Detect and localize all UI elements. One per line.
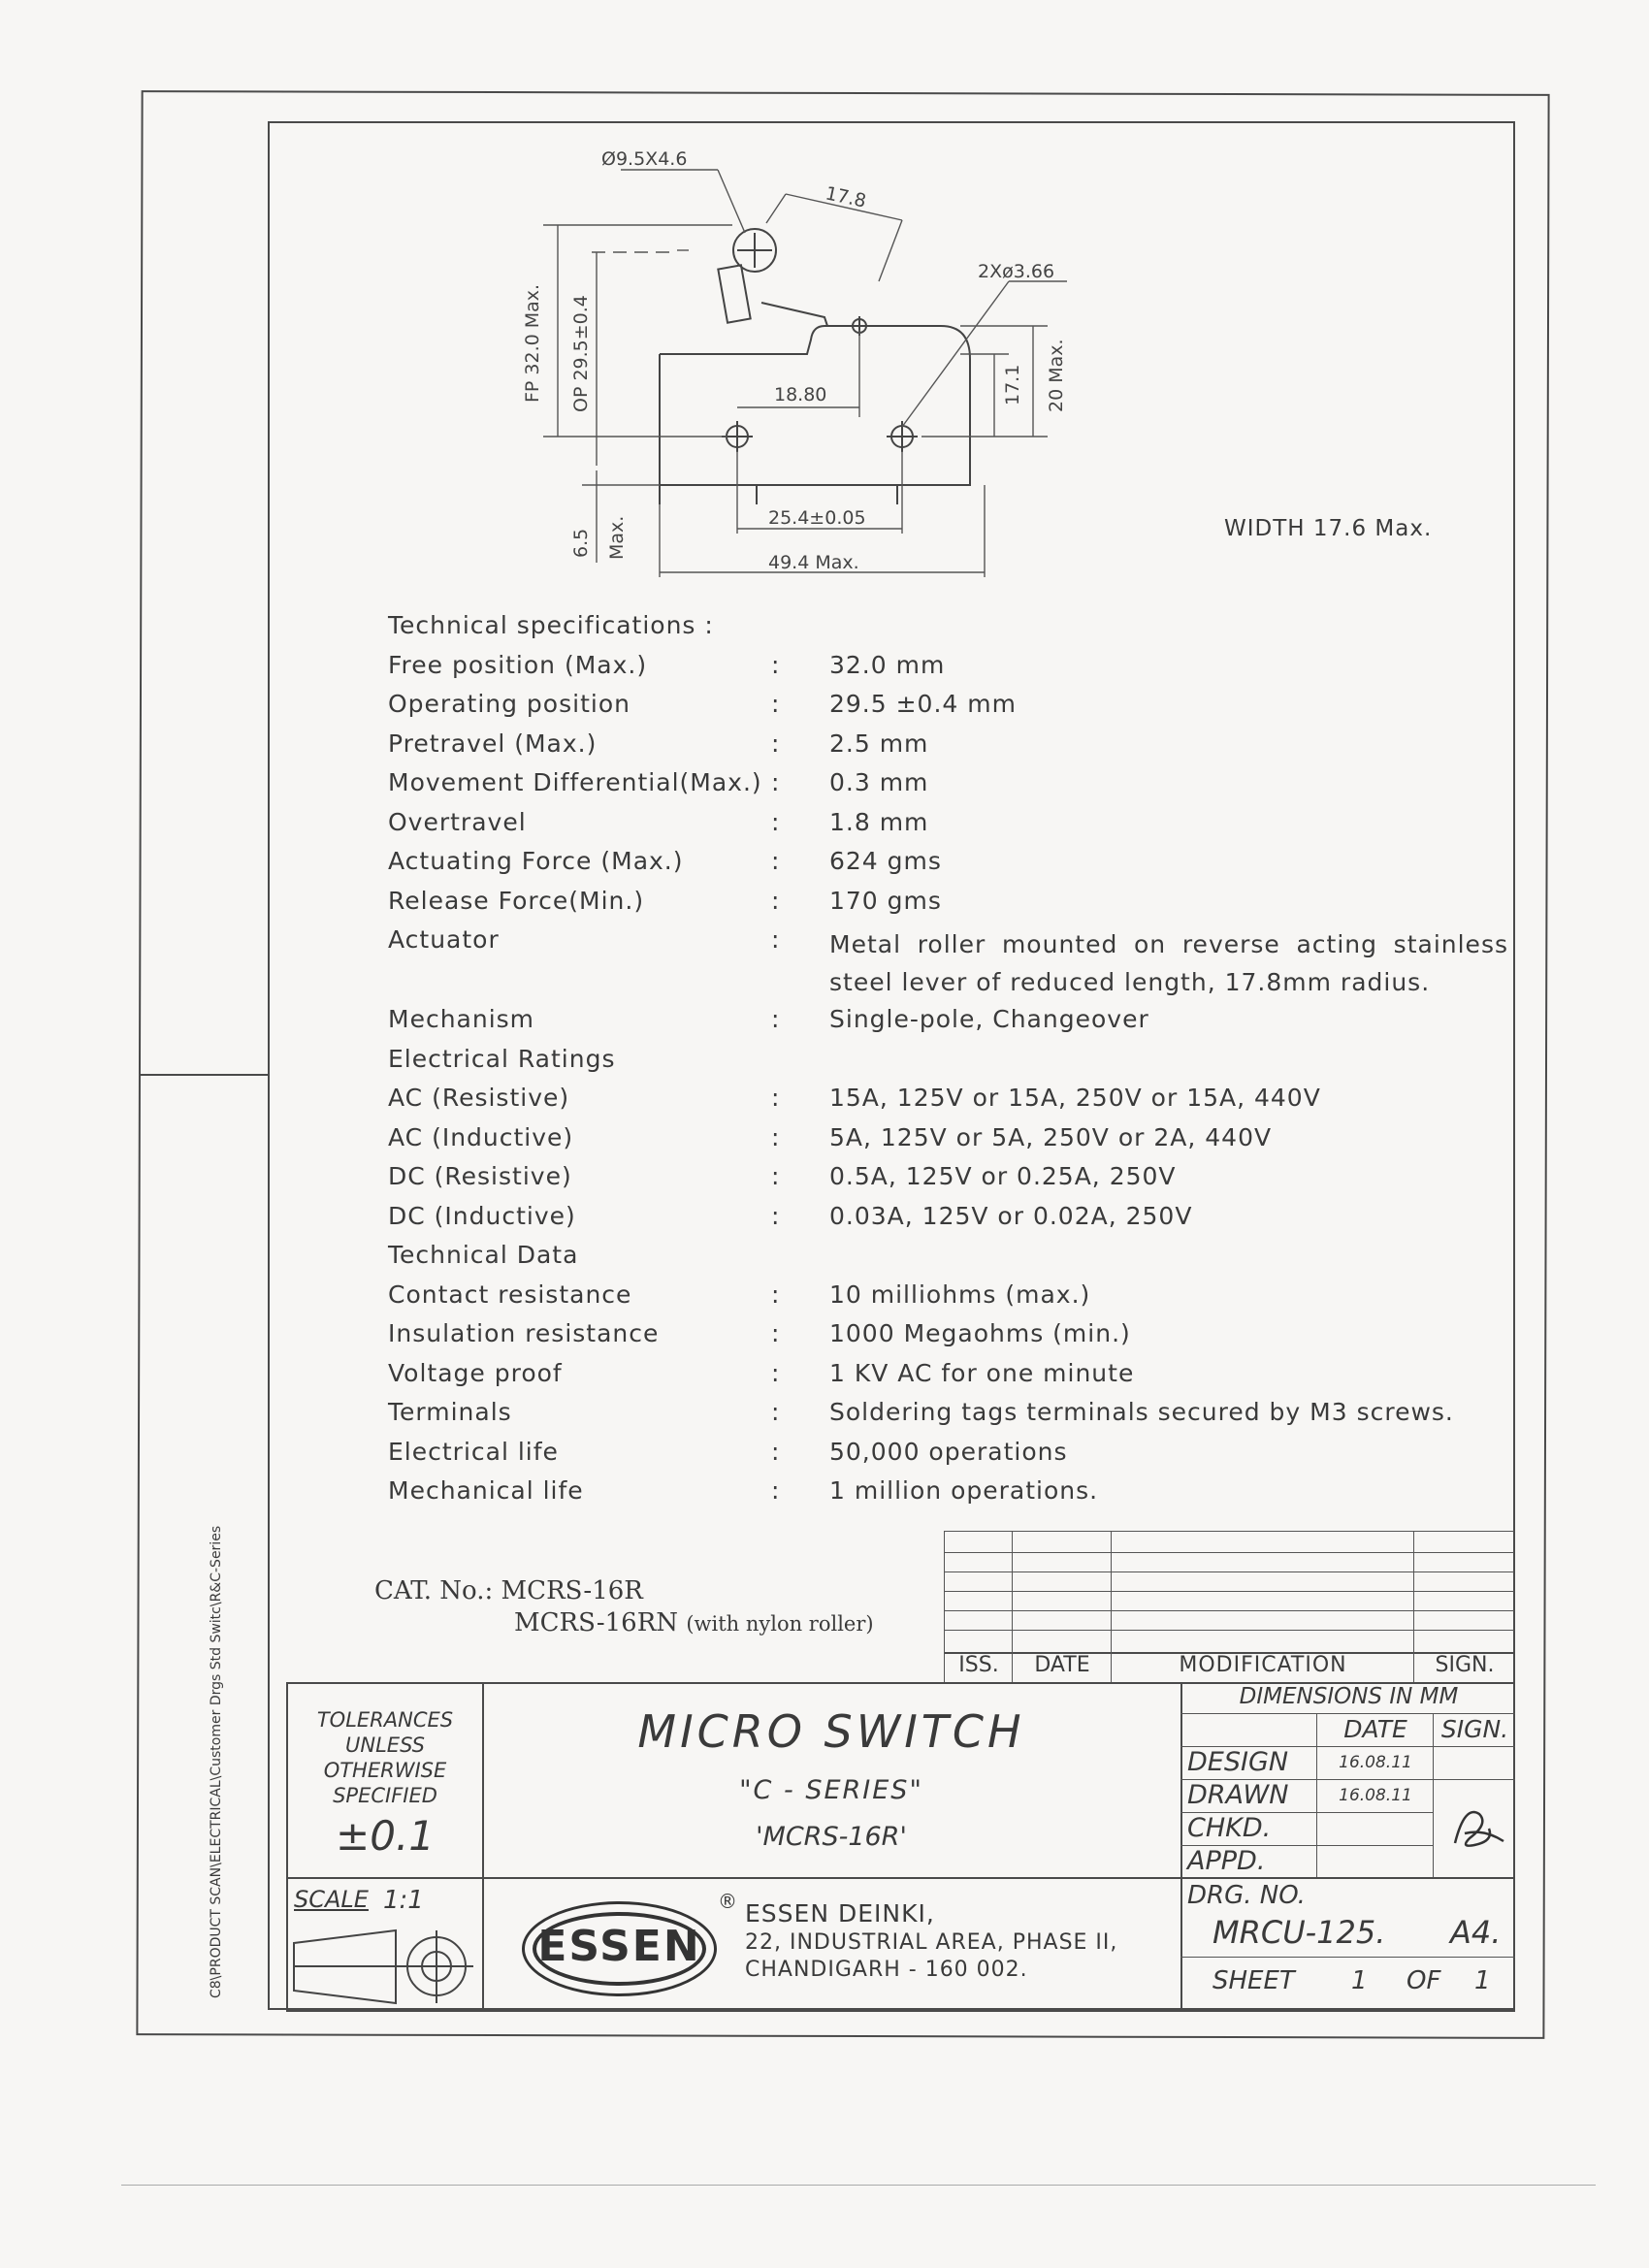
catalog-secondary-line bbox=[514, 1608, 874, 1637]
tolerances-line: SPECIFIED bbox=[333, 1784, 437, 1807]
spec-label: AC (Inductive) bbox=[388, 1122, 574, 1151]
tolerances-line: OTHERWISE bbox=[323, 1759, 447, 1782]
specs-heading-row bbox=[388, 611, 1513, 651]
spec-label: Contact resistance bbox=[388, 1280, 632, 1309]
projection-symbol-icon bbox=[289, 1926, 478, 2008]
spec-label: Movement Differential(Max.) bbox=[388, 768, 762, 796]
spec-colon: : bbox=[771, 807, 781, 836]
width-note: WIDTH 17.6 Max. bbox=[1224, 516, 1433, 541]
catalog-numbers bbox=[374, 1576, 643, 1605]
sheet-total: 1 bbox=[1474, 1966, 1491, 1995]
dim-hole-pitch: 25.4±0.05 bbox=[768, 507, 866, 529]
spec-value: 1 million operations. bbox=[829, 1476, 1099, 1505]
spec-value: 10 milliohms (max.) bbox=[829, 1280, 1091, 1309]
spec-value: 5A, 125V or 5A, 250V or 2A, 440V bbox=[829, 1122, 1273, 1151]
spec-row bbox=[388, 1280, 1513, 1320]
appd-label: APPD. bbox=[1187, 1846, 1266, 1876]
spec-colon: : bbox=[771, 886, 781, 915]
catalog-secondary-note: (with nylon roller) bbox=[686, 1612, 874, 1636]
spec-value: 2.5 mm bbox=[829, 729, 929, 758]
spec-colon: : bbox=[771, 925, 781, 954]
tolerances-line: TOLERANCES bbox=[316, 1708, 454, 1732]
spec-row bbox=[388, 1005, 1513, 1045]
spec-colon: : bbox=[771, 847, 781, 875]
spec-value: 29.5 ±0.4 mm bbox=[829, 690, 1017, 718]
spec-label: Electrical life bbox=[388, 1437, 559, 1466]
drg-label: DRG. NO. bbox=[1187, 1881, 1306, 1910]
drawing-title: MICRO SWITCH bbox=[637, 1705, 1025, 1758]
rev-modification-header: MODIFICATION bbox=[1179, 1653, 1347, 1677]
spec-row bbox=[388, 768, 1513, 808]
spec-colon: : bbox=[771, 1005, 781, 1033]
spec-label: Actuating Force (Max.) bbox=[388, 847, 684, 875]
catalog-primary: MCRS-16R bbox=[501, 1576, 643, 1605]
spec-label: Pretravel (Max.) bbox=[388, 729, 598, 758]
company-address-1: 22, INDUSTRIAL AREA, PHASE II, bbox=[745, 1930, 1118, 1955]
rev-date-header: DATE bbox=[1034, 1653, 1090, 1677]
spec-row bbox=[388, 1123, 1513, 1163]
logo-text: ESSEN bbox=[537, 1922, 701, 1971]
spec-label: Mechanical life bbox=[388, 1476, 584, 1505]
switch-body bbox=[660, 326, 970, 485]
spec-value: 32.0 mm bbox=[829, 650, 946, 679]
electrical-heading-row bbox=[388, 1045, 1513, 1085]
dim-op: OP 29.5±0.4 bbox=[570, 295, 592, 412]
drawing-model: 'MCRS-16R' bbox=[756, 1822, 907, 1852]
spec-value: 1.8 mm bbox=[829, 807, 929, 836]
spec-row bbox=[388, 1084, 1513, 1123]
drawing-series: "C - SERIES" bbox=[739, 1775, 923, 1805]
spec-value: 1 KV AC for one minute bbox=[829, 1358, 1135, 1387]
drawn-date: 16.08.11 bbox=[1339, 1786, 1412, 1805]
lever bbox=[761, 303, 827, 326]
specs-heading: Technical specifications : bbox=[388, 611, 714, 639]
spec-label: Actuator bbox=[388, 925, 500, 954]
margin-tick bbox=[139, 1074, 268, 1076]
catalog-secondary: MCRS-16RN bbox=[514, 1608, 679, 1637]
spec-colon: : bbox=[771, 690, 781, 718]
scale-label: SCALE bbox=[294, 1886, 369, 1913]
spec-colon: : bbox=[771, 729, 781, 758]
spec-value: Metal roller mounted on reverse acting stainless steel lever of reduced length, 17.8mm radius. bbox=[829, 930, 1508, 996]
spec-colon: : bbox=[771, 1319, 781, 1347]
technical-specifications bbox=[388, 611, 1513, 1516]
spec-row bbox=[388, 690, 1513, 729]
sheet-number: 1 bbox=[1351, 1966, 1368, 1995]
dim-terminal: 6.5 bbox=[570, 528, 592, 558]
spec-value: 0.3 mm bbox=[829, 768, 929, 796]
spec-row bbox=[388, 1162, 1513, 1202]
spec-row bbox=[388, 847, 1513, 887]
spec-value: 170 gms bbox=[829, 886, 942, 915]
spec-value: 0.5A, 125V or 0.25A, 250V bbox=[829, 1162, 1177, 1190]
spec-row bbox=[388, 1398, 1513, 1438]
spec-colon: : bbox=[771, 1358, 781, 1387]
electrical-heading: Electrical Ratings bbox=[388, 1044, 616, 1073]
paper-size: A4. bbox=[1450, 1914, 1502, 1951]
tolerances-line: UNLESS bbox=[345, 1733, 425, 1757]
spec-colon: : bbox=[771, 1162, 781, 1190]
dim-terminal-max: Max. bbox=[606, 515, 628, 560]
chkd-label: CHKD. bbox=[1187, 1813, 1272, 1843]
spec-row bbox=[388, 1476, 1513, 1516]
spec-colon: : bbox=[771, 1476, 781, 1505]
spec-value: 15A, 125V or 15A, 250V or 15A, 440V bbox=[829, 1084, 1321, 1112]
dim-height-max: 20 Max. bbox=[1046, 339, 1067, 412]
registered-mark: ® bbox=[718, 1890, 737, 1913]
spec-row bbox=[388, 651, 1513, 691]
tolerance-value: ±0.1 bbox=[336, 1812, 435, 1860]
dim-lever-radius: 17.8 bbox=[823, 182, 868, 212]
technical-heading: Technical Data bbox=[388, 1241, 579, 1269]
sheet-of: OF bbox=[1406, 1966, 1441, 1995]
tolerances-note bbox=[288, 1707, 482, 1808]
spec-colon: : bbox=[771, 650, 781, 679]
dim-holes: 2Xø3.66 bbox=[978, 261, 1055, 282]
spec-row bbox=[388, 729, 1513, 769]
spec-colon: : bbox=[771, 1398, 781, 1426]
rev-iss-header: ISS. bbox=[958, 1653, 999, 1677]
spec-label: Overtravel bbox=[388, 807, 527, 836]
side-file-path: C8\PRODUCT SCAN\ELECTRICAL\Customer Drgs Std Switc\R&C-Series bbox=[209, 1525, 224, 1998]
spec-colon: : bbox=[771, 1084, 781, 1112]
spec-label: DC (Resistive) bbox=[388, 1162, 572, 1190]
spec-colon: : bbox=[771, 768, 781, 796]
dim-roller: Ø9.5X4.6 bbox=[601, 148, 688, 170]
spec-colon: : bbox=[771, 1280, 781, 1309]
signature-icon bbox=[1436, 1785, 1513, 1863]
page-edge-line bbox=[121, 2185, 1596, 2186]
spec-value: 0.03A, 125V or 0.02A, 250V bbox=[829, 1201, 1193, 1230]
spec-label: Operating position bbox=[388, 690, 630, 718]
spec-value: Single-pole, Changeover bbox=[829, 1005, 1149, 1033]
dimensions-note: DIMENSIONS IN MM bbox=[1239, 1684, 1459, 1709]
scale-value: 1:1 bbox=[383, 1886, 424, 1915]
technical-heading-row bbox=[388, 1241, 1513, 1280]
spec-row bbox=[388, 1359, 1513, 1399]
spec-label: Release Force(Min.) bbox=[388, 886, 645, 915]
sheet-label: SHEET bbox=[1212, 1966, 1295, 1995]
spec-colon: : bbox=[771, 1122, 781, 1151]
catalog-label: CAT. No.: bbox=[374, 1576, 494, 1605]
spec-row bbox=[388, 925, 1513, 1005]
spec-value: 624 gms bbox=[829, 847, 942, 875]
sign-header: SIGN. bbox=[1440, 1715, 1509, 1743]
design-label: DESIGN bbox=[1187, 1747, 1289, 1777]
rev-sign-header: SIGN. bbox=[1435, 1653, 1495, 1677]
dim-hole-offset: 18.80 bbox=[774, 384, 827, 405]
drawn-label: DRAWN bbox=[1187, 1780, 1289, 1810]
drg-number: MRCU-125. bbox=[1212, 1914, 1386, 1951]
dim-17-1: 17.1 bbox=[1002, 364, 1023, 405]
spec-value: 50,000 operations bbox=[829, 1437, 1068, 1466]
spec-label: Terminals bbox=[388, 1398, 512, 1426]
dim-fp: FP 32.0 Max. bbox=[522, 283, 543, 403]
spec-row bbox=[388, 1319, 1513, 1359]
company-name: ESSEN DEINKI, bbox=[745, 1899, 935, 1928]
spec-row bbox=[388, 887, 1513, 926]
essen-logo bbox=[522, 1901, 717, 1996]
spec-label: Insulation resistance bbox=[388, 1319, 660, 1347]
date-header: DATE bbox=[1343, 1715, 1407, 1743]
spec-colon: : bbox=[771, 1201, 781, 1230]
spec-row bbox=[388, 1202, 1513, 1242]
dim-length: 49.4 Max. bbox=[768, 552, 859, 573]
spec-label: Mechanism bbox=[388, 1005, 535, 1033]
spec-label: Free position (Max.) bbox=[388, 650, 648, 679]
spec-label: DC (Inductive) bbox=[388, 1201, 576, 1230]
spec-value: 1000 Megaohms (min.) bbox=[829, 1319, 1131, 1347]
spec-colon: : bbox=[771, 1437, 781, 1466]
design-date: 16.08.11 bbox=[1339, 1753, 1412, 1772]
spec-value: Soldering tags terminals secured by M3 screws. bbox=[829, 1398, 1454, 1426]
spec-label: Voltage proof bbox=[388, 1358, 563, 1387]
company-address-2: CHANDIGARH - 160 002. bbox=[745, 1958, 1028, 1982]
spec-row bbox=[388, 808, 1513, 848]
spec-label: AC (Resistive) bbox=[388, 1084, 570, 1112]
spec-row bbox=[388, 1438, 1513, 1477]
